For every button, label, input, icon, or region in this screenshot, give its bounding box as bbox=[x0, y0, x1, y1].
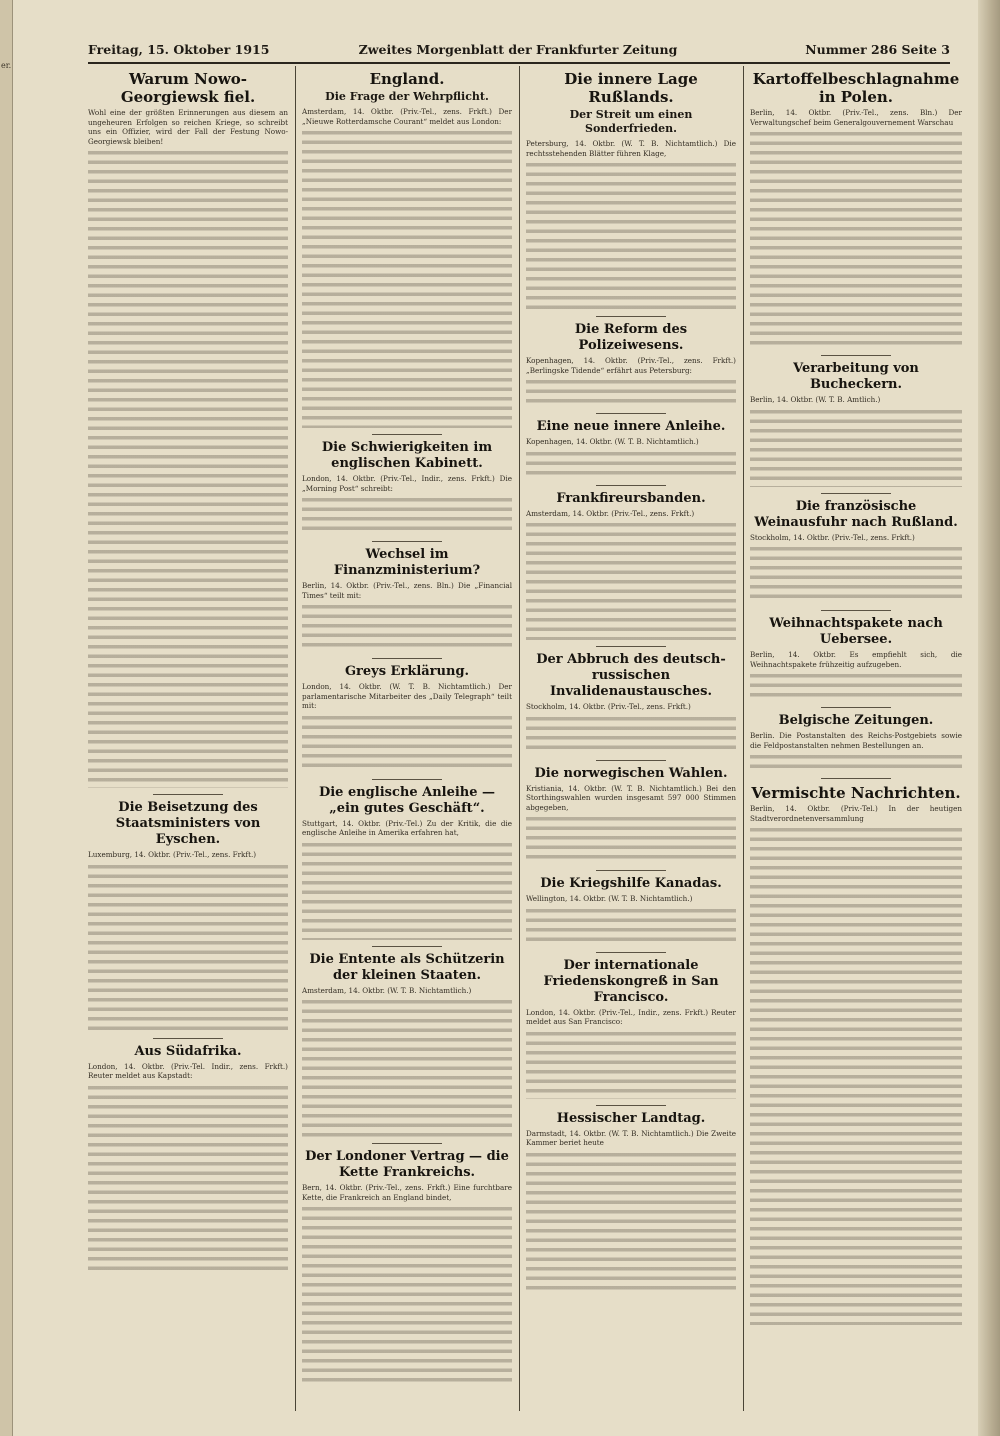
article bbox=[750, 713, 962, 772]
article-headline: Die Entente als Schützerin der kleinen Staaten. bbox=[309, 951, 505, 983]
article-text-lines bbox=[302, 840, 512, 940]
article-text-lines bbox=[526, 377, 736, 407]
article-text-lines bbox=[88, 1083, 288, 1273]
article-text-lines bbox=[526, 814, 736, 864]
article-text-lines bbox=[302, 713, 512, 773]
article bbox=[88, 800, 288, 1032]
article-separator bbox=[153, 794, 223, 795]
article-text-lines bbox=[526, 906, 736, 946]
masthead bbox=[88, 38, 950, 64]
article-text-lines bbox=[88, 862, 288, 1032]
article-headline: Die französische Weinausfuhr nach Rußland. bbox=[754, 498, 958, 530]
article-headline: Die englische Anleihe — „ein gutes Geschäft“. bbox=[318, 784, 496, 816]
article bbox=[88, 1044, 288, 1273]
article bbox=[302, 1149, 512, 1384]
article-body: Amsterdam, 14. Oktbr. (W. T. B. Nichtamtlich.) bbox=[302, 985, 472, 995]
article-headline: Der internationale Friedenskongreß in San Francisco. bbox=[543, 957, 719, 1005]
article bbox=[750, 70, 962, 349]
article bbox=[526, 419, 736, 479]
article-body: Wohl eine der größten Erinnerungen aus diesem an ungeheuren Erfolgen so reichen Kriege, so schreibt uns ein Offizier, wird der Fall der Festung Nowo-Georgiewsk bleiben! bbox=[88, 108, 288, 146]
article-body: London, 14. Oktbr. (Priv.-Tel., Indir., zens. Frkft.) Reuter meldet aus San Francisco: bbox=[526, 1007, 736, 1026]
article-body: Berlin, 14. Oktbr. (Priv.-Tel.) In der heutigen Stadtverordnetenversammlung bbox=[750, 804, 962, 823]
adjacent-page-edge bbox=[0, 0, 13, 1436]
article-body: London, 14. Oktbr. (Priv.-Tel., Indir., zens. Frkft.) Die „Morning Post“ schreibt: bbox=[302, 474, 512, 493]
adjacent-page-fragment: er. bbox=[1, 61, 12, 70]
article bbox=[526, 876, 736, 946]
article-body: Luxemburg, 14. Oktbr. (Priv.-Tel., zens. Frkft.) bbox=[88, 850, 257, 859]
article-subheadline: Die Frage der Wehrpflicht. bbox=[325, 90, 489, 103]
article bbox=[302, 785, 512, 940]
article bbox=[526, 322, 736, 407]
article-separator bbox=[153, 1038, 223, 1039]
article-separator bbox=[372, 434, 442, 435]
column-rule bbox=[743, 66, 744, 1411]
article-body: Stockholm, 14. Oktbr. (Priv.-Tel., zens. Frkft.) bbox=[750, 532, 915, 542]
article-body: Berlin, 14. Oktbr. (W. T. B. Amtlich.) bbox=[750, 395, 881, 404]
edition-title: Zweites Morgenblatt der Frankfurter Zeitung bbox=[358, 42, 678, 57]
article-headline: Weihnachtspakete nach Uebersee. bbox=[769, 616, 943, 647]
article-text-lines bbox=[750, 129, 962, 349]
article-headline: England. bbox=[369, 70, 445, 88]
article-text-lines bbox=[750, 825, 962, 1325]
article-separator bbox=[372, 541, 442, 542]
article-separator bbox=[821, 493, 891, 494]
column-3 bbox=[526, 66, 736, 1406]
article-headline: Die norwegischen Wahlen. bbox=[534, 765, 728, 781]
column-rule bbox=[519, 66, 520, 1411]
article-headline: Eine neue innere Anleihe. bbox=[536, 419, 726, 434]
article bbox=[302, 70, 512, 428]
article-separator bbox=[596, 952, 666, 953]
article-text-lines bbox=[302, 997, 512, 1137]
article-separator bbox=[596, 1105, 666, 1106]
article-separator bbox=[596, 485, 666, 486]
article-headline: Die Schwierigkeiten im englischen Kabinett. bbox=[321, 440, 493, 471]
article-body: Stuttgart, 14. Oktbr. (Priv.-Tel.) Zu der Kritik, die die englische Anleihe in Amerika erfahren hat, bbox=[302, 818, 512, 837]
article-headline: Der Londoner Vertrag — die Kette Frankreichs. bbox=[305, 1149, 509, 1180]
article-body: Amsterdam, 14. Oktbr. (Priv.-Tel., zens. Frkft.) Der „Nieuwe Rotterdamsche Courant“ meldet aus London: bbox=[302, 107, 512, 126]
article-text-lines bbox=[526, 714, 736, 754]
article-separator bbox=[372, 658, 442, 659]
article-text-lines bbox=[302, 495, 512, 535]
article-body: Wellington, 14. Oktbr. (W. T. B. Nichtamtlich.) bbox=[526, 894, 693, 903]
article-headline: Kartoffelbeschlagnahme in Polen. bbox=[752, 70, 960, 106]
article-subheadline: Der Streit um einen Sonderfrieden. bbox=[569, 108, 693, 135]
issue-date: Freitag, 15. Oktober 1915 bbox=[88, 42, 270, 57]
article-separator bbox=[372, 946, 442, 947]
article-headline: Die innere Lage Rußlands. bbox=[564, 70, 698, 106]
article-separator bbox=[596, 413, 666, 414]
article-body: Berlin. Die Postanstalten des Reichs-Postgebiets sowie die Feldpostanstalten nehmen Bestellungen an. bbox=[750, 731, 962, 750]
article-separator bbox=[821, 355, 891, 356]
column-4 bbox=[750, 66, 962, 1406]
article-headline: Aus Südafrika. bbox=[134, 1043, 242, 1059]
article bbox=[750, 499, 962, 605]
article bbox=[526, 70, 736, 310]
article-text-lines bbox=[526, 160, 736, 310]
article-separator bbox=[821, 707, 891, 708]
article-headline: Hessischer Landtag. bbox=[556, 1110, 706, 1126]
article-text-lines bbox=[750, 544, 962, 604]
article-text-lines bbox=[302, 128, 512, 428]
article-headline: Warum Nowo-Georgiewsk fiel. bbox=[120, 70, 256, 106]
article-text-lines bbox=[750, 752, 962, 772]
article bbox=[526, 491, 736, 641]
article-headline: Frankfireursbanden. bbox=[556, 490, 706, 506]
article-body: London, 14. Oktbr. (Priv.-Tel. Indir., zens. Frkft.) Reuter meldet aus Kapstadt: bbox=[88, 1061, 288, 1080]
page-right-edge bbox=[978, 0, 1000, 1436]
article-headline: Vermischte Nachrichten. bbox=[751, 784, 961, 802]
issue-number: Nummer 286 Seite 3 bbox=[805, 42, 950, 57]
article-headline: Der Abbruch des deutsch-russischen Invalidenaustausches. bbox=[536, 652, 726, 699]
article-headline: Belgische Zeitungen. bbox=[778, 713, 934, 728]
column-2 bbox=[302, 66, 512, 1406]
article bbox=[750, 361, 962, 487]
article-headline: Wechsel im Finanzministerium? bbox=[333, 547, 481, 578]
article bbox=[526, 1111, 736, 1290]
article-body: Berlin, 14. Oktbr. (Priv.-Tel., zens. Bln.) Der Verwaltungschef beim Generalgouvernement Warschau bbox=[750, 108, 962, 127]
article bbox=[526, 766, 736, 865]
article bbox=[302, 952, 512, 1138]
article bbox=[302, 440, 512, 535]
article-body: Berlin, 14. Oktbr. (Priv.-Tel., zens. Bln.) Die „Financial Times“ teilt mit: bbox=[302, 581, 512, 600]
article-text-lines bbox=[750, 671, 962, 701]
article-headline: Die Reform des Polizeiwesens. bbox=[574, 322, 688, 353]
article-body: Stockholm, 14. Oktbr. (Priv.-Tel., zens. Frkft.) bbox=[526, 702, 691, 711]
article-separator bbox=[821, 778, 891, 779]
article-text-lines bbox=[526, 1150, 736, 1290]
article-body: Kristiania, 14. Oktbr. (W. T. B. Nichtamtlich.) Bei den Storthingswahlen wurden insgesamt 597 000 Stimmen abgegeben, bbox=[526, 783, 736, 812]
article bbox=[302, 664, 512, 773]
article-separator bbox=[596, 646, 666, 647]
article-body: Kopenhagen, 14. Oktbr. (W. T. B. Nichtamtlich.) bbox=[526, 437, 699, 446]
article-text-lines bbox=[302, 1204, 512, 1384]
article-separator bbox=[596, 316, 666, 317]
article-separator bbox=[596, 870, 666, 871]
article bbox=[526, 958, 736, 1099]
column-1 bbox=[88, 66, 288, 1406]
article-headline: Die Kriegshilfe Kanadas. bbox=[540, 876, 722, 891]
article-body: Petersburg, 14. Oktbr. (W. T. B. Nichtamtlich.) Die rechtsstehenden Blätter führen Klage, bbox=[526, 139, 736, 158]
article-text-lines bbox=[526, 1029, 736, 1099]
article-headline: Die Beisetzung des Staatsministers von Eyschen. bbox=[115, 800, 261, 847]
article-body: Amsterdam, 14. Oktbr. (Priv.-Tel., zens. Frkft.) bbox=[526, 508, 695, 518]
article-separator bbox=[372, 779, 442, 780]
article-body: Bern, 14. Oktbr. (Priv.-Tel., zens. Frkft.) Eine furchtbare Kette, die Frankreich an England bindet, bbox=[302, 1183, 512, 1202]
article-text-lines bbox=[526, 520, 736, 640]
article-text-lines bbox=[750, 407, 962, 487]
article-separator bbox=[821, 610, 891, 611]
article-body: Darmstadt, 14. Oktbr. (W. T. B. Nichtamtlich.) Die Zweite Kammer beriet heute bbox=[526, 1128, 736, 1147]
article-text-lines bbox=[302, 602, 512, 652]
article-separator bbox=[596, 760, 666, 761]
article bbox=[88, 70, 288, 788]
article-headline: Greys Erklärung. bbox=[344, 664, 470, 679]
article-text-lines bbox=[526, 449, 736, 479]
article-separator bbox=[372, 1143, 442, 1144]
article-text-lines bbox=[88, 148, 288, 788]
article bbox=[750, 616, 962, 701]
article-body: Berlin, 14. Oktbr. Es empfiehlt sich, die Weihnachtspakete frühzeitig aufzugeben. bbox=[750, 650, 962, 669]
article bbox=[750, 784, 962, 1325]
article bbox=[526, 652, 736, 754]
article bbox=[302, 547, 512, 652]
article-body: Kopenhagen, 14. Oktbr. (Priv.-Tel., zens. Frkft.) „Berlingske Tidende“ erfährt aus Petersburg: bbox=[526, 356, 736, 375]
column-rule bbox=[295, 66, 296, 1411]
article-body: London, 14. Oktbr. (W. T. B. Nichtamtlich.) Der parlamentarische Mitarbeiter des „Daily Telegraph“ teilt mit: bbox=[302, 682, 512, 710]
article-headline: Verarbeitung von Bucheckern. bbox=[793, 361, 919, 392]
